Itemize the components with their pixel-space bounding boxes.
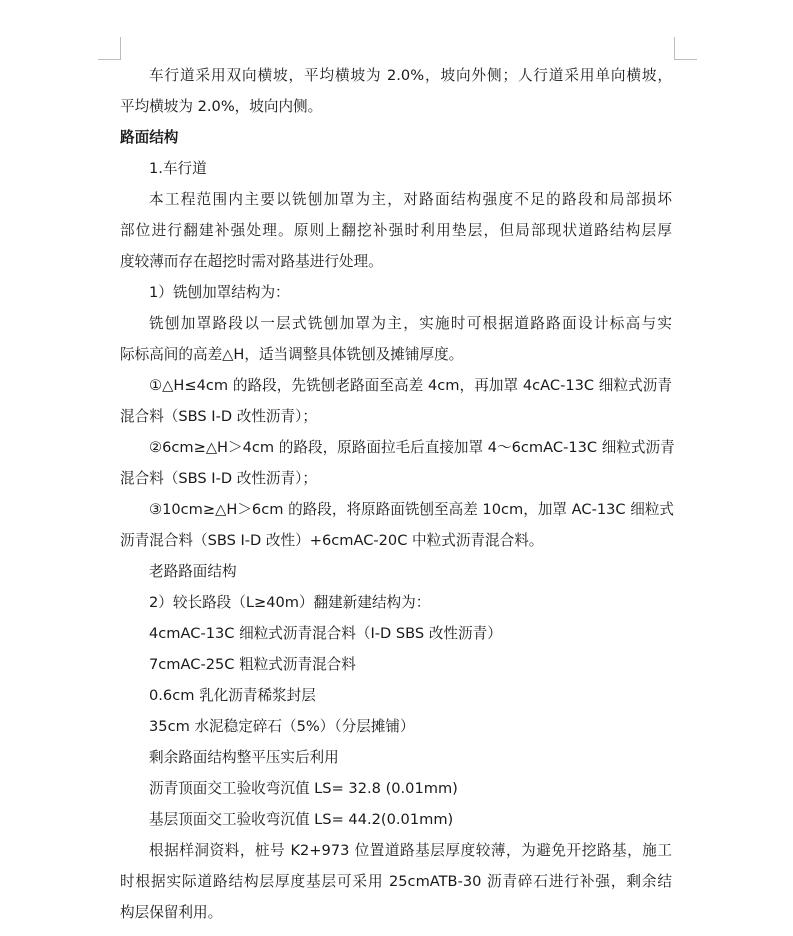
case-line: ①△H≤4cm 的路段，先铣刨老路面至高差 4cm，再加罩 4cAC-13C 细粒式沥青 bbox=[149, 377, 672, 394]
paragraph-line: 度较薄而存在超挖时需对路基进行处理。 bbox=[120, 253, 383, 270]
deflection-asphalt: 沥青顶面交工验收弯沉值 LS= 32.8 (0.01mm) bbox=[149, 780, 458, 797]
case-line: ③10cm≥△H＞6cm 的路段，将原路面铣刨至高差 10cm，加罩 AC-13C 细粒式 bbox=[149, 501, 675, 518]
paragraph-line: 平均横坡为 2.0%，坡向内侧。 bbox=[120, 98, 323, 115]
paragraph-line: 时根据实际道路结构层厚度基层可采用 25cmATB-30 沥青碎石进行补强，剩余结 bbox=[120, 873, 672, 890]
paragraph-line: 铣刨加罩路段以一层式铣刨加罩为主，实施时可根据道路路面设计标高与实 bbox=[149, 315, 672, 332]
case-line: 混合料（SBS I-D 改性沥青）； bbox=[120, 470, 318, 487]
case-line: 沥青混合料（SBS I-D 改性）+6cmAC-20C 中粒式沥青混合料。 bbox=[120, 532, 544, 549]
old-pavement-label: 老路路面结构 bbox=[149, 563, 237, 580]
section-heading: 路面结构 bbox=[120, 129, 179, 146]
case-line: ②6cm≥△H＞4cm 的路段，原路面拉毛后直接加罩 4～6cmAC-13C 细粒式沥青 bbox=[149, 439, 675, 456]
paragraph-line: 车行道采用双向横坡，平均横坡为 2.0%，坡向外侧；人行道采用单向横坡， bbox=[149, 67, 672, 84]
case-line: 混合料（SBS I-D 改性沥青）； bbox=[120, 408, 318, 425]
paragraph-line: 部位进行翻建补强处理。原则上翻挖补强时利用垫层，但局部现状道路结构层厚 bbox=[120, 222, 672, 239]
layer-item: 剩余路面结构整平压实后利用 bbox=[149, 749, 339, 766]
paragraph-line: 构层保留利用。 bbox=[120, 904, 223, 921]
crop-mark-top-right bbox=[674, 37, 697, 60]
layer-item: 0.6cm 乳化沥青稀浆封层 bbox=[149, 687, 316, 704]
paragraph-line: 根据样洞资料，桩号 K2+973 位置道路基层厚度较薄，为避免开挖路基，施工 bbox=[149, 842, 672, 859]
deflection-base: 基层顶面交工验收弯沉值 LS= 44.2(0.01mm) bbox=[149, 811, 454, 828]
sub-heading: 2）较长路段（L≥40m）翻建新建结构为： bbox=[149, 594, 431, 611]
list-item: 1.车行道 bbox=[149, 160, 207, 177]
layer-item: 4cmAC-13C 细粒式沥青混合料（I-D SBS 改性沥青） bbox=[149, 625, 502, 642]
layer-item: 35cm 水泥稳定碎石（5%）（分层摊铺） bbox=[149, 718, 415, 735]
paragraph-line: 际标高间的高差△H，适当调整具体铣刨及摊铺厚度。 bbox=[120, 346, 464, 363]
paragraph-line: 本工程范围内主要以铣刨加罩为主，对路面结构强度不足的路段和局部损坏 bbox=[149, 191, 672, 208]
sub-heading: 1）铣刨加罩结构为： bbox=[149, 284, 290, 301]
crop-mark-top-left bbox=[98, 37, 121, 60]
layer-item: 7cmAC-25C 粗粒式沥青混合料 bbox=[149, 656, 356, 673]
